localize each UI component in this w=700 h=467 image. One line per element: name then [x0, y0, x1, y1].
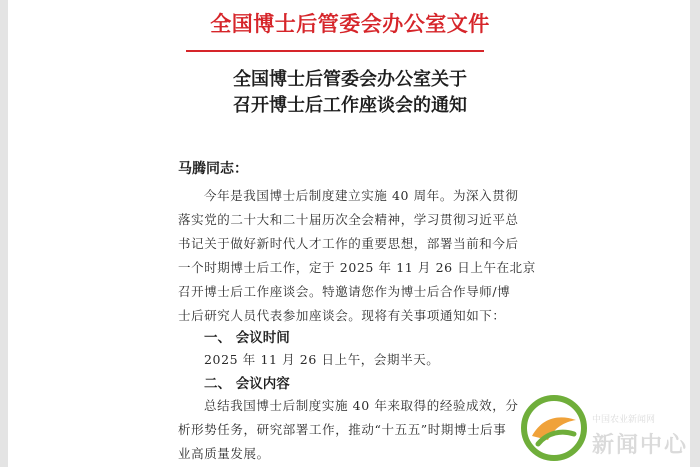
document-title-line-2: 召开博士后工作座谈会的通知 [233, 95, 467, 116]
watermark-news-center: 新闻中心 [592, 433, 689, 458]
section-heading-meeting-time: 一、 会议时间 [204, 330, 290, 346]
body-paragraph-line: 落实党的二十大和二十届历次全会精神，学习贯彻习近平总 [178, 212, 519, 227]
section-heading-meeting-content: 二、 会议内容 [204, 376, 290, 392]
salutation: 马腾同志： [178, 161, 248, 177]
news-center-logo-icon [518, 392, 590, 464]
watermark-site-name: 中国农业新闻网 [592, 415, 656, 425]
body-paragraph-line: 召开博士后工作座谈会。特邀请您作为博士后合作导师/博 [178, 284, 511, 299]
meeting-time-text: 2025 年 11 月 26 日上午，会期半天。 [204, 352, 440, 367]
body-paragraph-line: 今年是我国博士后制度建立实施 40 周年。为深入贯彻 [204, 188, 519, 203]
meeting-content-line: 总结我国博士后制度实施 40 年来取得的经验成效，分 [204, 398, 519, 413]
body-paragraph-line: 一个时期博士后工作，定于 2025 年 11 月 26 日上午在北京 [178, 260, 536, 275]
issuer-header: 全国博士后管委会办公室文件 [210, 11, 490, 36]
document-title-line-1: 全国博士后管委会办公室关于 [233, 69, 467, 90]
meeting-content-line: 析形势任务，研究部署工作，推动“十五五”时期博士后事 [178, 422, 507, 437]
meeting-content-line: 业高质量发展。 [178, 446, 270, 461]
body-paragraph-line: 士后研究人员代表参加座谈会。现将有关事项通知如下： [178, 308, 506, 323]
body-paragraph-line: 书记关于做好新时代人才工作的重要思想，部署当前和今后 [178, 236, 519, 251]
red-divider-line [186, 50, 484, 52]
